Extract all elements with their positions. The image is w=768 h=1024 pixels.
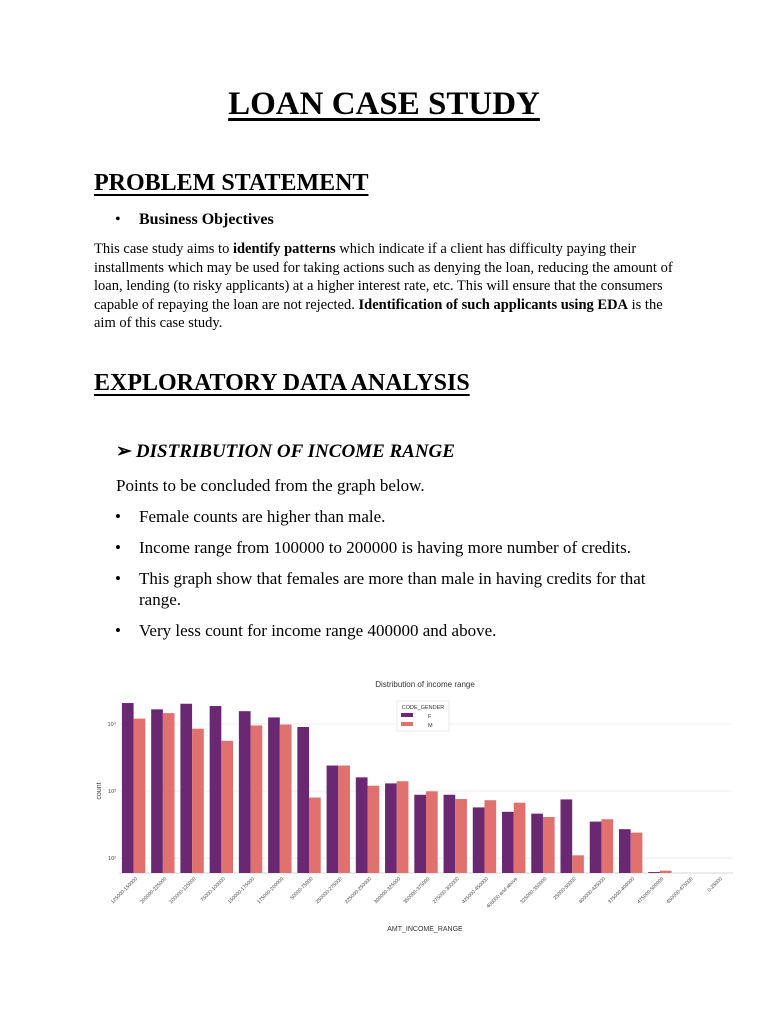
chart-title: Distribution of income range	[375, 680, 475, 689]
x-tick-label: 300000-325000	[373, 876, 403, 906]
legend-label-m: M	[428, 723, 433, 729]
bar-f	[210, 706, 222, 873]
bar-m	[455, 799, 467, 873]
bar-m	[543, 817, 555, 873]
eda-heading: EXPLORATORY DATA ANALYSIS	[94, 370, 470, 396]
bar-m	[660, 871, 672, 873]
bar-f	[473, 807, 485, 873]
bar-m	[426, 791, 438, 873]
bar-f	[151, 709, 163, 873]
paragraph-bold-run: identify patterns	[232, 241, 336, 257]
business-objectives-label: Business Objectives	[139, 211, 274, 228]
bar-m	[192, 729, 204, 873]
legend-swatch-f	[401, 713, 413, 717]
x-tick-label: 400000 and above	[485, 876, 520, 910]
bar-m	[221, 741, 233, 873]
x-tick-label: 75000-100000	[199, 876, 227, 904]
x-tick-label: 25000-50000	[552, 876, 578, 902]
x-tick-label: 375000-400000	[607, 876, 637, 906]
point-text: Very less count for income range 400000 and above.	[139, 621, 497, 640]
bar-m	[601, 819, 613, 873]
bar-f	[268, 717, 280, 873]
bar-f	[297, 727, 309, 873]
point-text: Female counts are higher than male.	[139, 507, 386, 526]
y-tick-label: 10³	[108, 789, 116, 796]
bar-f	[122, 703, 134, 873]
chart-y-axis-label: count	[96, 782, 103, 800]
bar-m	[484, 800, 496, 873]
bar-f	[327, 766, 339, 873]
income-range-chart	[95, 673, 735, 938]
bar-m	[163, 713, 175, 873]
bar-f	[444, 795, 456, 873]
y-tick-label: 10⁴	[107, 721, 116, 728]
bar-m	[309, 798, 321, 873]
x-tick-label: 400000-425000	[577, 876, 607, 906]
x-tick-label: 425000-450000	[460, 876, 490, 906]
paragraph-run: which indicate if a client has difficulty paying their installments which may be used for taking actions such as denying the loan, reducing the amount of loan, lending (to risky applicants) at a higher interest rate, etc. This will ensure that the consumers capable of repaying the loan are not rejected.	[94, 241, 673, 313]
x-tick-label: 250000-275000	[314, 876, 344, 906]
bar-m	[514, 803, 526, 873]
bar-m	[368, 786, 380, 873]
x-tick-label: 325000-350000	[519, 876, 549, 906]
point-item: • Female counts are higher than male.	[115, 507, 386, 526]
bar-f	[414, 795, 426, 873]
bar-m	[280, 725, 292, 873]
bar-f	[531, 814, 543, 873]
point-text: This graph show that females are more than male in having credits for that range.	[139, 569, 646, 609]
bar-m	[338, 766, 350, 873]
bar-f	[619, 829, 631, 873]
bar-f	[560, 799, 572, 873]
x-tick-label: 200000-225000	[139, 876, 169, 906]
x-tick-label: 450000-475000	[665, 876, 695, 906]
point-item: • Very less count for income range 400000 and above.	[115, 621, 497, 640]
x-tick-label: 475000-500000	[636, 876, 666, 906]
paragraph-run: is the aim of this case study.	[94, 296, 663, 331]
bar-f	[180, 704, 192, 873]
x-tick-label: 150000-175000	[226, 876, 256, 906]
business-objectives-bullet: • Business Objectives	[115, 211, 274, 228]
bar-f	[502, 812, 514, 873]
bar-m	[251, 725, 263, 873]
bar-f	[590, 822, 602, 873]
x-tick-label: 125000-150000	[110, 876, 140, 906]
point-item: • Income range from 100000 to 200000 is having more number of credits.	[115, 538, 631, 557]
point-text: Income range from 100000 to 200000 is having more number of credits.	[139, 538, 631, 557]
x-tick-label: 100000-125000	[168, 876, 198, 906]
bar-f	[356, 777, 368, 873]
income-range-subheading	[116, 440, 455, 463]
x-tick-label: 0-25000	[706, 876, 724, 894]
x-tick-label: 50000-75000	[289, 876, 315, 902]
point-item: • This graph show that females are more than male in having credits for that range.	[115, 569, 646, 609]
y-tick-label: 10²	[108, 856, 116, 863]
problem-statement-heading: PROBLEM STATEMENT	[94, 170, 369, 196]
chart-x-axis-label: AMT_INCOME_RANGE	[387, 926, 463, 933]
x-tick-label: 275000-300000	[431, 876, 461, 906]
points-intro: Points to be concluded from the graph below.	[116, 476, 425, 495]
bar-f	[648, 872, 660, 873]
x-tick-label: 175000-200000	[256, 876, 286, 906]
x-tick-label: 350000-375000	[402, 876, 432, 906]
bar-m	[397, 781, 409, 873]
arrow-bullet-icon: ➢	[116, 441, 132, 462]
x-tick-label: 225000-250000	[343, 876, 373, 906]
problem-paragraph	[94, 240, 684, 333]
legend-swatch-m	[401, 722, 413, 726]
bar-f	[385, 783, 397, 873]
bar-m	[631, 833, 643, 873]
legend-title: CODE_GENDER	[401, 705, 445, 711]
bar-f	[239, 711, 251, 873]
bar-m	[572, 855, 584, 873]
document-title: LOAN CASE STUDY	[228, 86, 540, 122]
income-range-subheading-text: DISTRIBUTION OF INCOME RANGE	[135, 441, 455, 462]
paragraph-bold-run: Identification of such applicants using EDA	[358, 296, 629, 313]
chart-svg	[95, 673, 735, 938]
legend-label-f: F	[428, 714, 432, 720]
chart-legend	[397, 701, 449, 731]
paragraph-run: This case study aims to	[94, 241, 233, 257]
bar-m	[134, 719, 146, 873]
